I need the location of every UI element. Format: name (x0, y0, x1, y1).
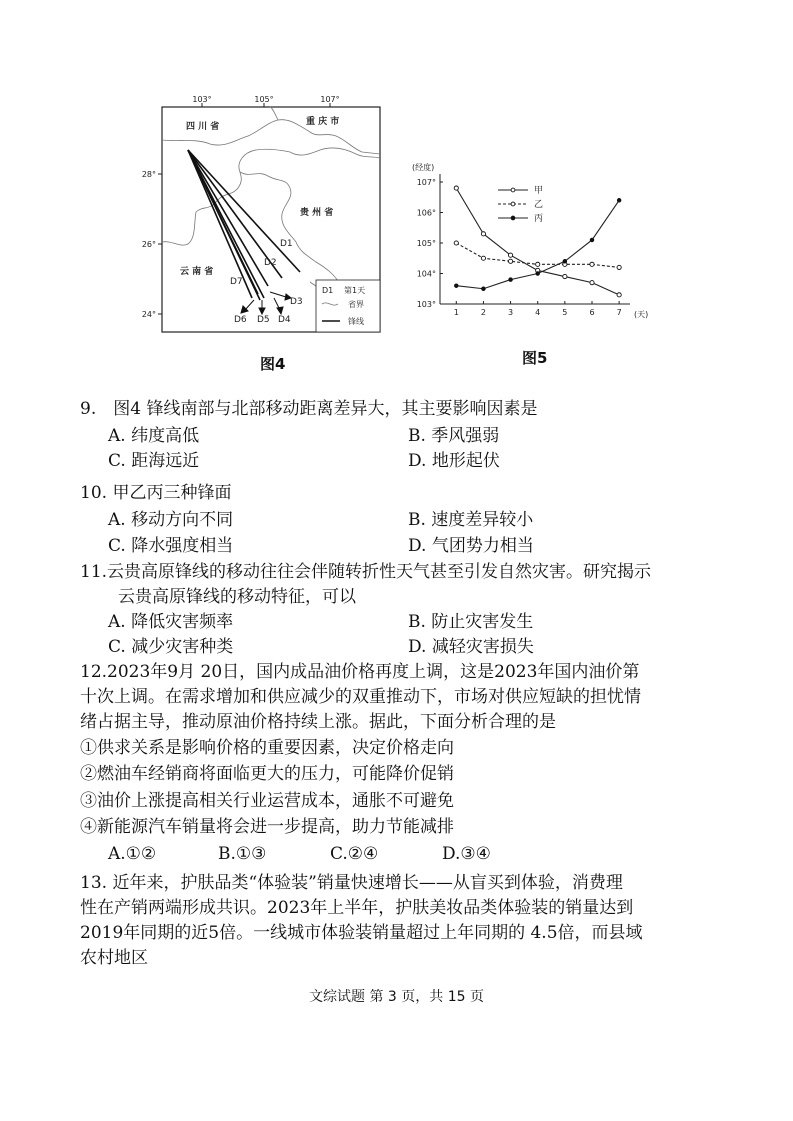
data-point (590, 281, 594, 285)
q9-option-c[interactable]: C. 距海远近 (108, 451, 200, 471)
chart-ylabel: (经度) (412, 163, 435, 172)
label-sichuan: 四 川 省 (186, 122, 220, 132)
lon-label-103: 103° (192, 95, 212, 104)
x-tick-label: 7 (616, 308, 622, 317)
label-chongqing: 重 庆 市 (306, 117, 340, 127)
data-point (563, 260, 567, 264)
y-tick-label: 105° (416, 239, 436, 248)
x-tick-label: 6 (589, 308, 595, 317)
page-footer: 文综试题 第 3 页，共 15 页 (309, 989, 484, 1005)
day-label-d5: D5 (257, 315, 270, 325)
q9-option-a[interactable]: A. 纬度高低 (108, 426, 200, 446)
x-tick-label: 2 (480, 308, 486, 317)
q12-option-d[interactable]: D.③④ (442, 844, 491, 864)
q12-option-b[interactable]: B.①③ (218, 844, 267, 864)
lat-label-24: 24° (141, 310, 156, 319)
x-tick-label: 4 (535, 308, 541, 317)
legend-day1: 第1天 (344, 286, 366, 295)
data-point (481, 256, 485, 260)
data-point (590, 262, 594, 266)
q9-stem: 9. 图4 锋线南部与北部移动距离差异大，其主要影响因素是 (80, 399, 538, 419)
figure-5-chart (400, 156, 662, 326)
data-point (617, 293, 621, 297)
q12-statement-3: ③油价上涨提高相关行业运营成本，通胀不可避免 (80, 791, 454, 811)
figure-5-caption: 图5 (522, 349, 548, 367)
q10-option-d[interactable]: D. 气团势力相当 (408, 536, 534, 556)
legend-label-1: 甲 (534, 186, 544, 196)
q10-stem: 10. 甲乙丙三种锋面 (80, 483, 232, 503)
q12-option-a[interactable]: A.①② (108, 844, 157, 864)
label-guizhou: 贵 州 省 (300, 208, 334, 218)
figure-4-map (140, 92, 390, 342)
x-tick-label: 1 (453, 308, 459, 317)
legend-label-2: 乙 (534, 200, 544, 210)
data-point (617, 265, 621, 269)
q9-option-b[interactable]: B. 季风强弱 (408, 426, 500, 446)
legend-d1: D1 (322, 286, 334, 295)
data-point (563, 274, 567, 278)
y-tick-label: 103° (416, 300, 436, 309)
q13-line3: 2019年同期的近5倍。一线城市体验装销量超过上年同期的 4.5倍，而县域 (80, 923, 643, 943)
legend-border: 省界 (348, 300, 364, 309)
chart-legend (498, 185, 543, 224)
figure-4-caption: 图4 (260, 355, 286, 373)
q12-stem-line1: 12.2023年9月 20日，国内成品油价格再度上调，这是2023年国内油价第 (80, 662, 640, 682)
q12-statement-2: ②燃油车经销商将面临更大的压力，可能降价促销 (80, 764, 454, 784)
day-label-d4: D4 (278, 315, 291, 325)
legend-label-3: 丙 (534, 214, 544, 224)
data-point (536, 272, 540, 276)
q13-line1: 13. 近年来，护肤品类“体验装”销量快速增长——从盲买到体验，消费理 (80, 873, 623, 893)
x-tick-label: 3 (508, 308, 514, 317)
lat-label-28: 28° (141, 170, 156, 179)
legend-marker (511, 188, 515, 192)
y-tick-label: 104° (416, 269, 436, 279)
q9-option-d[interactable]: D. 地形起伏 (408, 451, 500, 471)
y-tick-label: 107° (416, 178, 436, 187)
data-point (508, 259, 512, 263)
chart-xlabel: (天) (634, 310, 649, 319)
day-label-d3: D3 (290, 297, 303, 307)
q11-option-a[interactable]: A. 降低灾害频率 (108, 612, 234, 632)
lat-label-26: 26° (141, 240, 156, 249)
data-point (454, 284, 458, 288)
front-line-d2 (188, 150, 268, 286)
data-point (481, 232, 485, 236)
q13-line4: 农村地区 (80, 948, 148, 968)
data-point (590, 238, 594, 242)
day-label-d2: D2 (264, 258, 277, 268)
legend-marker (511, 202, 515, 206)
legend-front: 锋线 (348, 317, 364, 326)
data-point (508, 253, 512, 257)
q11-stem-line1: 11.云贵高原锋线的移动往往会伴随转折性天气甚至引发自然灾害。研究揭示 (80, 562, 652, 582)
q11-stem-line2: 云贵高原锋线的移动特征，可以 (118, 587, 356, 607)
data-point (482, 287, 486, 291)
data-point (509, 278, 513, 282)
x-tick-label: 5 (562, 308, 568, 317)
q12-stem-line2: 十次上调。在需求增加和供应减少的双重推动下，市场对供应短缺的担忧情 (80, 687, 641, 707)
chart-axes (417, 174, 630, 317)
q10-option-c[interactable]: C. 降水强度相当 (108, 536, 234, 556)
q12-stem-line3: 绪占据主导，推动原油价格持续上涨。据此，下面分析合理的是 (80, 712, 556, 732)
q12-statement-1: ①供求关系是影响价格的重要因素，决定价格走向 (80, 738, 454, 758)
q10-option-a[interactable]: A. 移动方向不同 (108, 510, 234, 530)
q12-statement-4: ④新能源汽车销量将会进一步提高，助力节能减排 (80, 817, 454, 837)
data-point (536, 262, 540, 266)
day-label-d7: D7 (230, 277, 243, 287)
data-point (454, 186, 458, 190)
lon-label-105: 105° (254, 95, 274, 104)
legend-marker (511, 216, 515, 220)
map-legend (316, 280, 380, 332)
lon-label-107: 107° (320, 95, 340, 104)
day-label-d6: D6 (234, 315, 247, 325)
y-tick-label: 106° (416, 208, 436, 218)
q11-option-c[interactable]: C. 减少灾害种类 (108, 637, 234, 657)
q10-option-b[interactable]: B. 速度差异较小 (408, 510, 534, 530)
q13-line2: 性在产销两端形成共识。2023年上半年，护肤美妆品类体验装的销量达到 (80, 898, 634, 918)
data-point (454, 241, 458, 245)
label-yunnan: 云 南 省 (180, 267, 214, 277)
day-label-d1: D1 (280, 239, 293, 249)
q11-option-b[interactable]: B. 防止灾害发生 (408, 612, 534, 632)
q12-option-c[interactable]: C.②④ (330, 844, 379, 864)
front-arrows (241, 292, 291, 314)
data-point (617, 199, 621, 203)
q11-option-d[interactable]: D. 减轻灾害损失 (408, 637, 534, 657)
